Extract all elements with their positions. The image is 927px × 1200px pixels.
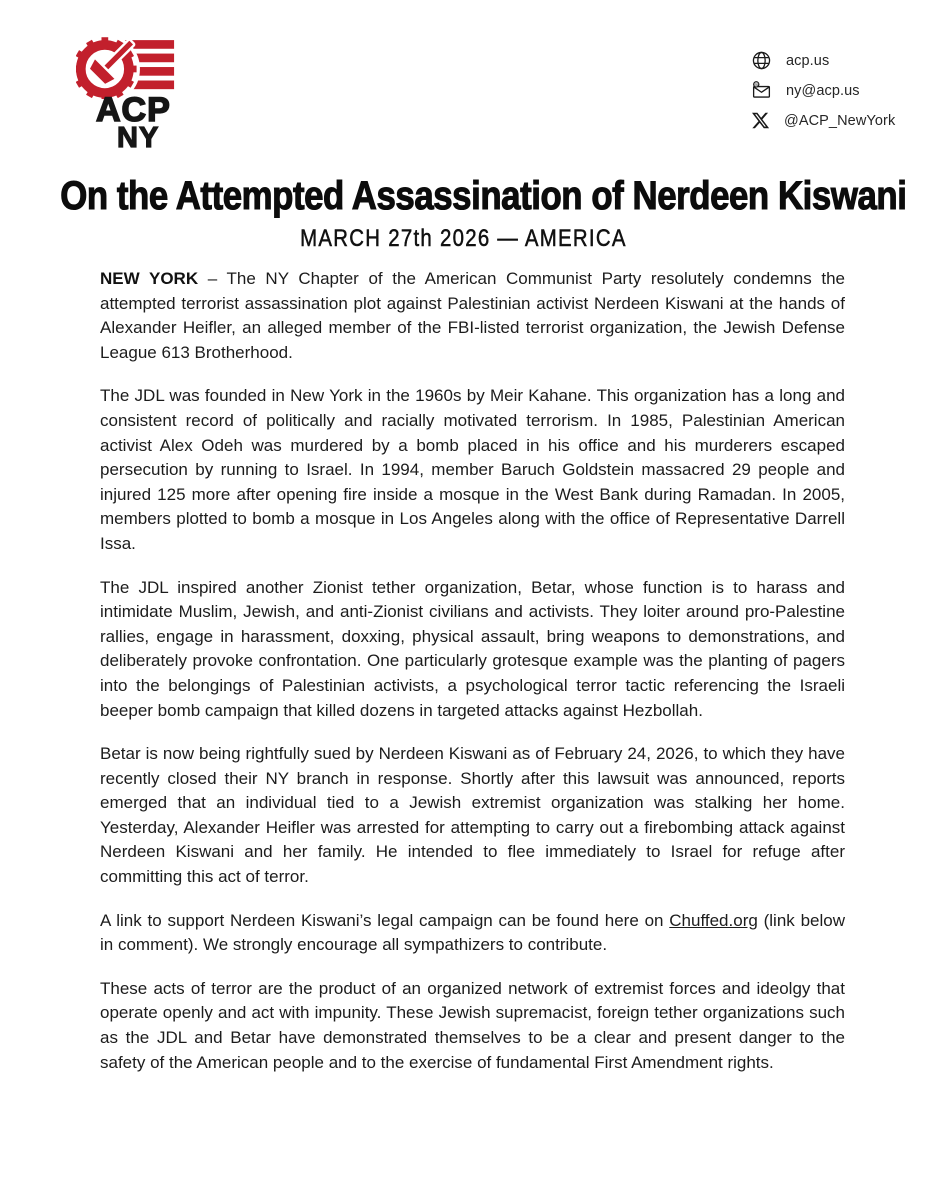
globe-icon: [751, 50, 772, 71]
body-text: Betar is now being rightfully sued by Nerdeen Kiswani as of February 24, 2026, to which they have recently closed their NY branch in response. Shortly after this lawsuit was announced, reports emerged that an individual tied to a Jewish extremist organization was stalking her home. Yesterday, Alexander Heifler was arrested for attempting to carry out a firebombing attack against Nerdeen Kiswani and her family. He intended to flee immediately to Israel for refuge after committing this act of terror.: [100, 744, 845, 887]
dateline-bold-text: NEW YORK: [100, 269, 199, 288]
website-label: acp.us: [786, 52, 830, 69]
body-text: The JDL inspired another Zionist tether organization, Betar, whose function is to harass and intimidate Muslim, Jewish, and anti-Zionist civilians and activists. They loiter around pro-Palestine rallies, engage in harassment, doxxing, physical assault, bring weapons to demonstrations, and deliberately provoke confrontation. One particularly grotesque example was the planting of pagers into the belongings of Palestinian activists, a psychological terror tactic referencing the Israeli beeper bomb campaign that killed dozens in targeted attacks against Hezbollah.: [100, 577, 845, 720]
twitter-handle-label: @ACP_NewYork: [784, 112, 896, 129]
contact-row-twitter: [751, 109, 895, 132]
paragraph-3: [100, 576, 845, 724]
contact-row-website: [751, 49, 895, 72]
body-text: A link to support Nerdeen Kiswani’s legal campaign can be found here on: [100, 910, 670, 930]
contact-row-email: [751, 79, 895, 102]
logo-ny-text: NY: [117, 122, 160, 154]
acp-logo-icon: [76, 37, 176, 99]
page-subtitle: MARCH 27th 2026 — AMERICA: [300, 225, 627, 252]
paragraph-4: [100, 742, 845, 890]
paragraph-6: [100, 977, 845, 1075]
body-text: The JDL was founded in New York in the 1960s by Meir Kahane. This organization has a long and consistent record of politically and racially motivated terrorism. In 1985, Palestinian American activist Alex Odeh was murdered by a bomb placed in his office and his murderers escaped persecution by running to Israel. In 1994, member Baruch Goldstein massacred 29 people and injured 125 more after opening fire inside a mosque in the West Bank during Ramadan. In 2005, members plotted to bomb a mosque in Los Angeles along with the office of Representative Darrell Issa.: [100, 386, 845, 553]
chuffed-org-link[interactable]: Chuffed.org: [669, 910, 758, 930]
page-title: On the Attempted Assassination of Nerdeen Kiswani: [60, 174, 907, 218]
x-icon: [751, 111, 770, 130]
email-icon: [751, 80, 772, 101]
svg-text:@: @: [753, 82, 759, 88]
email-label: ny@acp.us: [786, 82, 860, 99]
logo-acp-text: ACP: [96, 91, 171, 129]
body-text: These acts of terror are the product of an organized network of extremist forces and ideolgy that operate openly and act with impunity. These Jewish supremacist, foreign tether organizations such as the JDL and Betar have demonstrated themselves to be a clear and present danger to the safety of the American people and to the exercise of fundamental First Amendment rights.: [100, 978, 845, 1072]
body-text: – The NY Chapter of the American Communist Party resolutely condemns the attempted terrorist assassination plot against Palestinian activist Nerdeen Kiswani at the hands of Alexander Heifler, an alleged member of the FBI-listed terrorist organization, the Jewish Defense League 613 Brotherhood.: [100, 269, 845, 362]
contact-info: [751, 49, 895, 132]
paragraph-5: [100, 909, 845, 958]
body-text: (link below in comment). We strongly encourage all sympathizers to contribute.: [100, 910, 845, 955]
article-body: [100, 267, 845, 1094]
paragraph-2: [100, 384, 845, 556]
paragraph-1: [100, 267, 845, 365]
